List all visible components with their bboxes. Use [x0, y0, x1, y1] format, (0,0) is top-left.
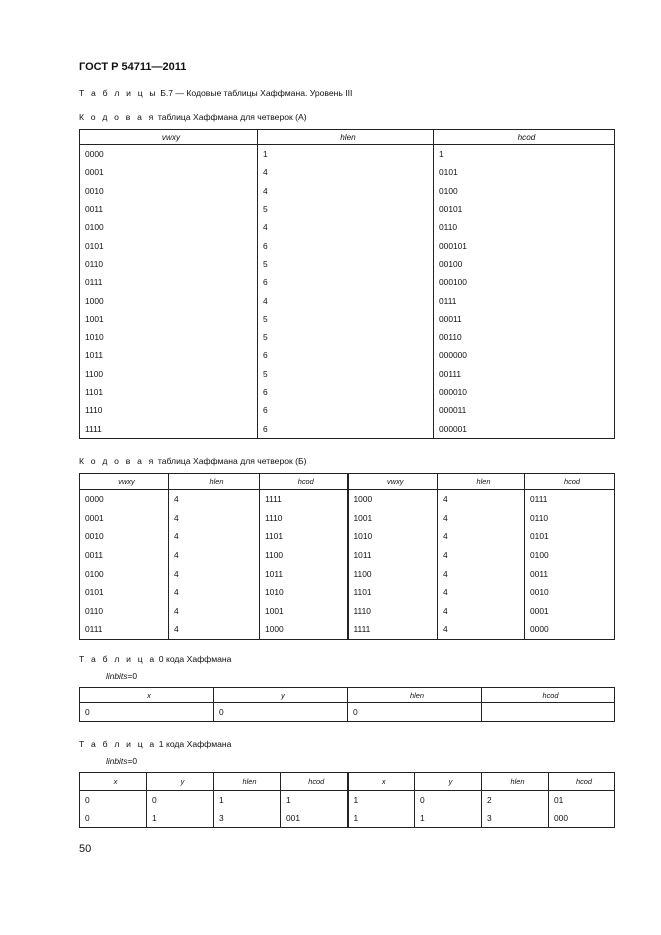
- column-header: hlen: [348, 688, 482, 703]
- table-cell: 1111: [348, 620, 438, 639]
- linbits-value: =0: [127, 671, 137, 681]
- table-cell: 1: [348, 809, 415, 828]
- table-cell: 0: [80, 791, 147, 810]
- table-row: [80, 791, 615, 810]
- huffman-table-0: [79, 687, 615, 722]
- table-a-caption: [79, 112, 307, 122]
- table-1-caption-text: 1 кода Хаффмана: [158, 739, 232, 749]
- table-cell: 0: [348, 703, 482, 722]
- table-cell: 0111: [525, 490, 615, 509]
- table-row: [80, 218, 615, 236]
- table-a-caption-prefix: К о д о в а я: [79, 112, 156, 122]
- table-cell: 0010: [80, 527, 169, 546]
- column-header: vwxy: [80, 474, 169, 490]
- column-header: x: [80, 688, 214, 703]
- table-cell: 4: [258, 163, 434, 181]
- table-cell: 6: [258, 383, 434, 401]
- table-cell: 1110: [348, 602, 438, 621]
- table-cell: 0110: [525, 509, 615, 528]
- table-row: [80, 200, 615, 218]
- table-cell: 4: [438, 564, 525, 583]
- table-cell: 3: [214, 809, 281, 828]
- table-cell: 0000: [525, 620, 615, 639]
- table-cell: 1: [258, 145, 434, 164]
- table-cell: 5: [258, 365, 434, 383]
- table-cell: 0100: [80, 564, 169, 583]
- table-row: [80, 310, 615, 328]
- table-row: [80, 236, 615, 254]
- table-cell: 4: [258, 218, 434, 236]
- table-cell: 0010: [80, 182, 258, 200]
- huffman-table-b: [79, 473, 615, 640]
- table-cell: 6: [258, 401, 434, 419]
- table-cell: 1111: [260, 490, 348, 509]
- table-cell: 1000: [80, 291, 258, 309]
- table-0-caption-text: 0 кода Хаффмана: [158, 654, 232, 664]
- table-cell: 0001: [525, 602, 615, 621]
- table-cell: 4: [169, 564, 260, 583]
- column-header: hlen: [482, 773, 549, 791]
- table-cell: 0001: [80, 163, 258, 181]
- table-row: [80, 163, 615, 181]
- table-header-row: [80, 688, 615, 703]
- table-cell: 5: [258, 310, 434, 328]
- table-header-row: [80, 773, 615, 791]
- table-cell: 0110: [434, 218, 615, 236]
- table-cell: 0100: [434, 182, 615, 200]
- table-cell: 6: [258, 236, 434, 254]
- table-b-caption: [79, 456, 307, 466]
- table-cell: 0: [80, 703, 214, 722]
- column-header: vwxy: [348, 474, 438, 490]
- page-header-standard: ГОСТ Р 54711—2011: [79, 61, 187, 73]
- table-cell: 1100: [348, 564, 438, 583]
- table-cell: 1011: [348, 546, 438, 565]
- table-cell: 00100: [434, 255, 615, 273]
- table-cell: 4: [169, 527, 260, 546]
- column-header: hlen: [214, 773, 281, 791]
- table-row: [80, 419, 615, 438]
- table-cell: 001: [281, 809, 348, 828]
- table-0-linbits: [106, 671, 137, 681]
- table-cell: 000100: [434, 273, 615, 291]
- table-cell: 00101: [434, 200, 615, 218]
- table-b7-caption: [79, 88, 352, 98]
- column-header: hcod: [260, 474, 348, 490]
- column-header: y: [147, 773, 214, 791]
- table-cell: 1100: [260, 546, 348, 565]
- table-cell: 1110: [80, 401, 258, 419]
- linbits-value: =0: [127, 756, 137, 766]
- huffman-table-1: [79, 772, 615, 828]
- table-row: [80, 546, 615, 565]
- table-cell: 1000: [348, 490, 438, 509]
- column-header: hcod: [434, 130, 615, 145]
- table-cell: 0100: [80, 218, 258, 236]
- table-row: [80, 490, 615, 509]
- table-cell: 0: [147, 791, 214, 810]
- table-cell: 000001: [434, 419, 615, 438]
- table-row: [80, 182, 615, 200]
- table-cell: 000011: [434, 401, 615, 419]
- table-b7-caption-prefix: Т а б л и ц ы: [79, 88, 158, 98]
- table-row: [80, 809, 615, 828]
- table-cell: 4: [258, 291, 434, 309]
- table-row: [80, 255, 615, 273]
- table-cell: 0011: [80, 200, 258, 218]
- table-cell: 1010: [348, 527, 438, 546]
- table-cell: 4: [438, 490, 525, 509]
- table-row: [80, 401, 615, 419]
- table-cell: 01: [549, 791, 615, 810]
- table-cell: 5: [258, 328, 434, 346]
- table-cell: 4: [169, 620, 260, 639]
- table-cell: 0111: [80, 620, 169, 639]
- table-b-caption-text: таблица Хаффмана для четверок (Б): [157, 456, 307, 466]
- table-cell: 1: [434, 145, 615, 164]
- table-0-caption: [79, 654, 231, 664]
- column-header: x: [348, 773, 415, 791]
- table-cell: 000: [549, 809, 615, 828]
- table-cell: 4: [438, 509, 525, 528]
- table-b-caption-prefix: К о д о в а я: [79, 456, 156, 466]
- table-cell: 1001: [348, 509, 438, 528]
- table-cell: 4: [438, 602, 525, 621]
- table-cell: 1011: [260, 564, 348, 583]
- table-row: [80, 583, 615, 602]
- table-cell: 1011: [80, 346, 258, 364]
- column-header: hlen: [258, 130, 434, 145]
- column-header: hlen: [438, 474, 525, 490]
- table-1-caption-prefix: Т а б л и ц а: [79, 739, 157, 749]
- table-row: [80, 527, 615, 546]
- table-row: [80, 346, 615, 364]
- table-cell: 00011: [434, 310, 615, 328]
- table-cell: 0000: [80, 490, 169, 509]
- table-cell: [482, 703, 615, 722]
- table-cell: 4: [169, 509, 260, 528]
- table-cell: 5: [258, 255, 434, 273]
- table-cell: 1100: [80, 365, 258, 383]
- table-cell: 1001: [80, 310, 258, 328]
- table-cell: 4: [438, 620, 525, 639]
- table-cell: 0100: [525, 546, 615, 565]
- table-row: [80, 509, 615, 528]
- table-1-caption: [79, 739, 231, 749]
- table-cell: 5: [258, 200, 434, 218]
- table-cell: 1: [147, 809, 214, 828]
- table-cell: 1101: [80, 383, 258, 401]
- table-row: [80, 383, 615, 401]
- table-cell: 1101: [348, 583, 438, 602]
- table-cell: 1: [281, 791, 348, 810]
- table-header-row: [80, 474, 615, 490]
- table-cell: 2: [482, 791, 549, 810]
- table-cell: 1010: [80, 328, 258, 346]
- linbits-label: linbits: [106, 671, 128, 681]
- column-header: hlen: [169, 474, 260, 490]
- table-cell: 4: [169, 546, 260, 565]
- table-cell: 3: [482, 809, 549, 828]
- table-cell: 1111: [80, 419, 258, 438]
- table-cell: 6: [258, 346, 434, 364]
- table-cell: 6: [258, 419, 434, 438]
- table-cell: 4: [438, 546, 525, 565]
- table-cell: 1000: [260, 620, 348, 639]
- table-cell: 0110: [80, 255, 258, 273]
- table-cell: 1: [415, 809, 482, 828]
- table-cell: 0101: [80, 236, 258, 254]
- table-cell: 1: [214, 791, 281, 810]
- table-cell: 1001: [260, 602, 348, 621]
- table-cell: 4: [438, 527, 525, 546]
- table-cell: 0: [415, 791, 482, 810]
- table-cell: 00111: [434, 365, 615, 383]
- table-b7-caption-text: Б.7 — Кодовые таблицы Хаффмана. Уровень III: [160, 88, 353, 98]
- column-header: x: [80, 773, 147, 791]
- table-cell: 0: [214, 703, 348, 722]
- table-cell: 0011: [80, 546, 169, 565]
- table-0-caption-prefix: Т а б л и ц а: [79, 654, 157, 664]
- table-cell: 000010: [434, 383, 615, 401]
- table-row: [80, 564, 615, 583]
- table-row: [80, 273, 615, 291]
- table-1-linbits: [106, 756, 137, 766]
- table-cell: 4: [169, 490, 260, 509]
- table-cell: 1: [348, 791, 415, 810]
- table-cell: 4: [438, 583, 525, 602]
- table-row: [80, 365, 615, 383]
- table-row: [80, 602, 615, 621]
- column-header: hcod: [549, 773, 615, 791]
- table-a-caption-text: таблица Хаффмана для четверок (А): [157, 112, 307, 122]
- column-header: y: [415, 773, 482, 791]
- column-header: y: [214, 688, 348, 703]
- column-header: vwxy: [80, 130, 258, 145]
- table-cell: 0010: [525, 583, 615, 602]
- table-cell: 0111: [434, 291, 615, 309]
- table-cell: 0101: [434, 163, 615, 181]
- table-row: [80, 703, 615, 722]
- table-cell: 0: [80, 809, 147, 828]
- table-cell: 0000: [80, 145, 258, 164]
- table-cell: 6: [258, 273, 434, 291]
- table-header-row: [80, 130, 615, 145]
- table-cell: 4: [169, 602, 260, 621]
- table-cell: 000101: [434, 236, 615, 254]
- table-cell: 0001: [80, 509, 169, 528]
- table-cell: 1010: [260, 583, 348, 602]
- table-cell: 0011: [525, 564, 615, 583]
- linbits-label: linbits: [106, 756, 128, 766]
- table-row: [80, 291, 615, 309]
- table-cell: 1101: [260, 527, 348, 546]
- table-cell: 000000: [434, 346, 615, 364]
- table-cell: 4: [258, 182, 434, 200]
- table-cell: 4: [169, 583, 260, 602]
- column-header: hcod: [482, 688, 615, 703]
- column-header: hcod: [281, 773, 348, 791]
- page-number: 50: [79, 843, 92, 855]
- table-cell: 00110: [434, 328, 615, 346]
- table-row: [80, 328, 615, 346]
- column-header: hcod: [525, 474, 615, 490]
- table-cell: 0101: [525, 527, 615, 546]
- table-cell: 0111: [80, 273, 258, 291]
- table-row: [80, 145, 615, 164]
- table-cell: 0101: [80, 583, 169, 602]
- huffman-table-a: [79, 129, 615, 439]
- table-row: [80, 620, 615, 639]
- table-cell: 1110: [260, 509, 348, 528]
- table-cell: 0110: [80, 602, 169, 621]
